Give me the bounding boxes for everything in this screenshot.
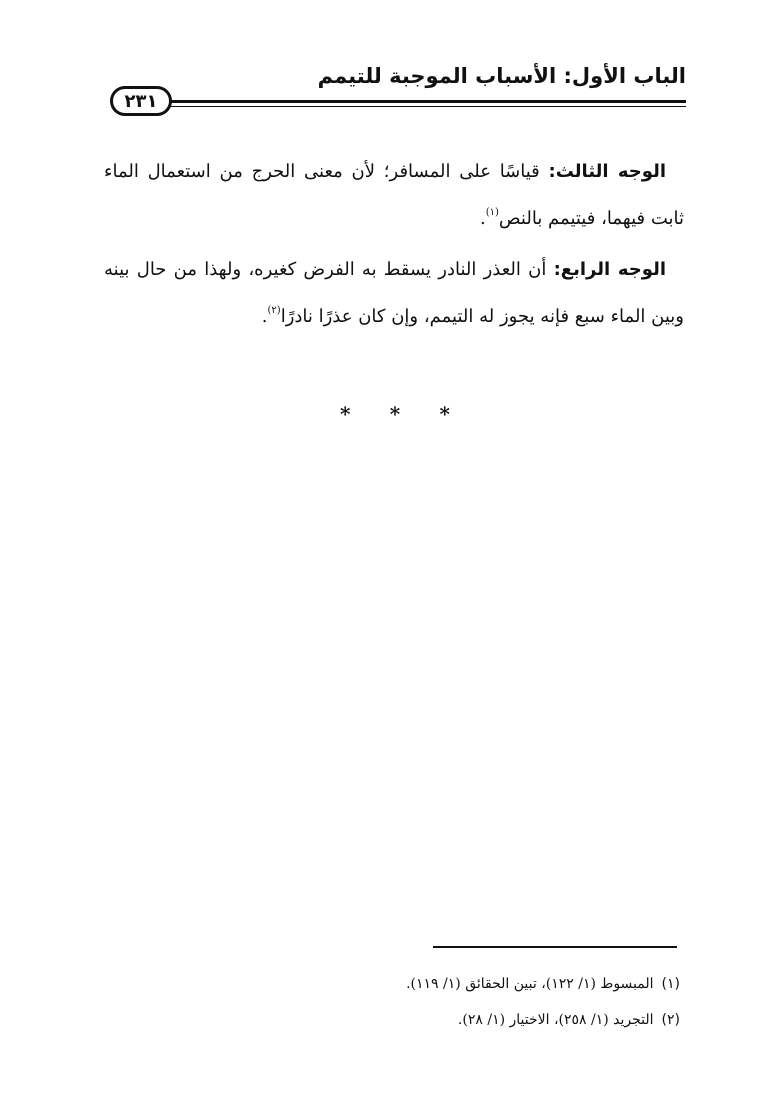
footnote-item — [300, 1002, 680, 1038]
header-rule-thin — [118, 106, 686, 107]
paragraph-end: . — [261, 306, 268, 327]
separator-star: * — [439, 402, 450, 426]
paragraph-label: الوجه الرابع: — [553, 259, 666, 280]
footnote-item — [300, 966, 680, 1002]
section-separator — [340, 402, 450, 426]
separator-star: * — [340, 402, 351, 426]
footnote-ref-1[interactable]: (١) — [485, 207, 499, 218]
paragraph-end: . — [479, 208, 486, 229]
page-number: ٢٣١ — [110, 86, 172, 116]
header-rule — [118, 100, 686, 103]
paragraph-label: الوجه الثالث: — [548, 161, 666, 182]
paragraph-body: قياسًا على المسافر؛ لأن معنى الحرج من استعمال الماء ثابت فيهما، فيتيمم بالنص — [104, 161, 684, 229]
footnote-text: التجريد (١/ ٢٥٨)، الاختيار (١/ ٢٨). — [457, 1012, 654, 1028]
footnote-number: (١) — [661, 976, 680, 992]
footnotes — [300, 966, 680, 1038]
footnote-ref-2[interactable]: (٢) — [267, 305, 281, 316]
separator-star: * — [389, 402, 401, 426]
footnote-divider — [433, 946, 677, 948]
footnote-number: (٢) — [661, 1012, 680, 1028]
paragraph-fourth-aspect — [104, 246, 684, 340]
main-text — [104, 148, 684, 344]
footnote-text: المبسوط (١/ ١٢٢)، تبين الحقائق (١/ ١١٩). — [406, 976, 654, 992]
chapter-title: الباب الأول: الأسباب الموجبة للتيمم — [317, 64, 686, 88]
paragraph-body: أن العذر النادر يسقط به الفرض كغيره، ولهذا من حال بينه وبين الماء سبع فإنه يجوز له التيمم، وإن كان عذرًا نادرًا — [104, 259, 684, 327]
paragraph-third-aspect — [104, 148, 684, 242]
page-header — [110, 64, 686, 120]
